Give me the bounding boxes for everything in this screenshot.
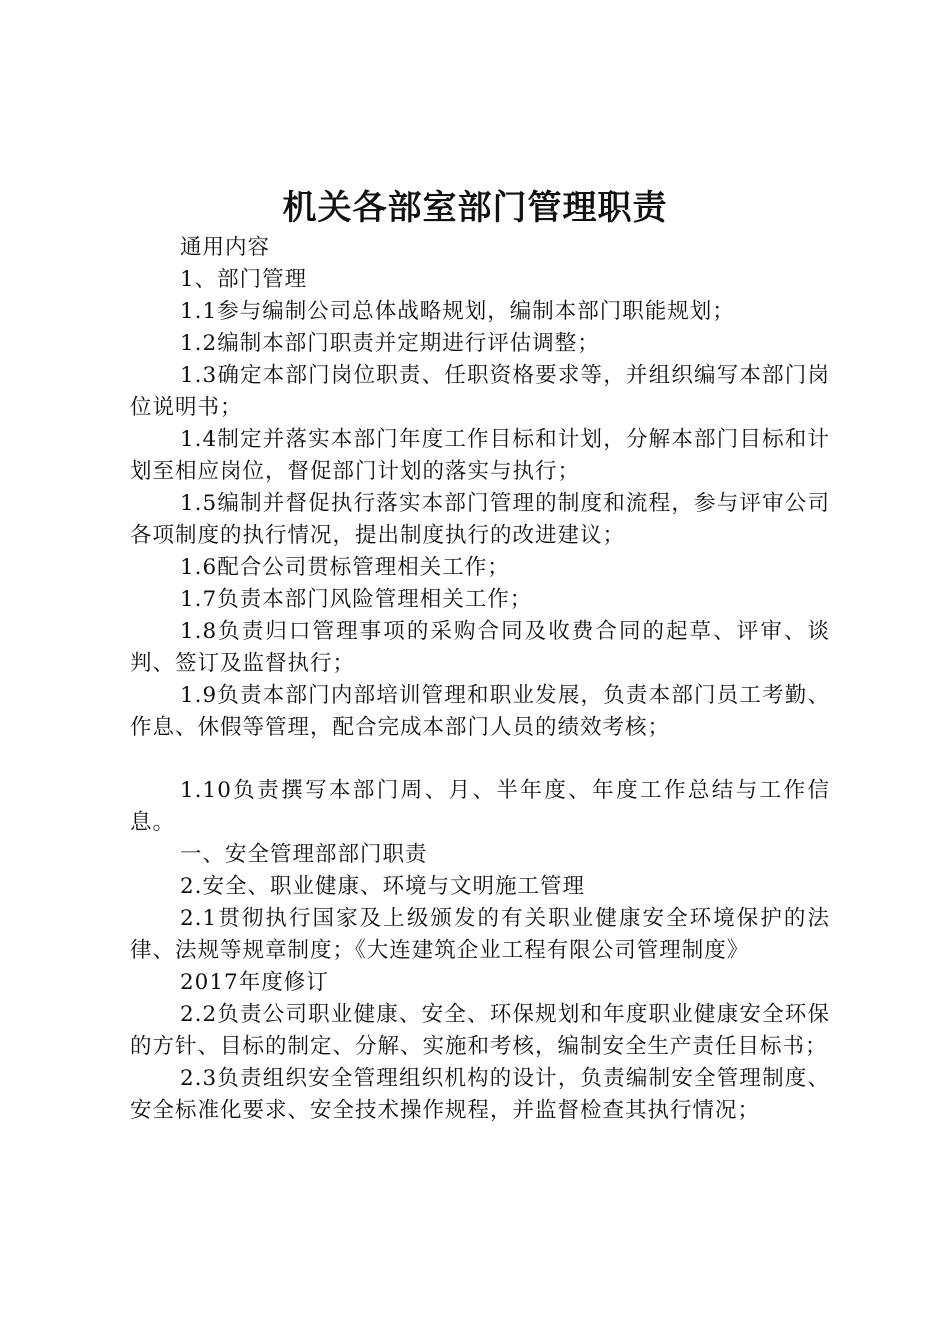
paragraph: 1.5编制并督促执行落实本部门管理的制度和流程，参与评审公司各项制度的执行情况，提出制度执行的改进建议； — [130, 491, 830, 548]
paragraph: 通用内容 — [180, 235, 271, 260]
paragraph: 1.3确定本部门岗位职责、任职资格要求等，并组织编写本部门岗位说明书； — [130, 363, 830, 420]
paragraph: 2.1贯彻执行国家及上级颁发的有关职业健康安全环境保护的法律、法规等规章制度；《大连建筑企业工程有限公司管理制度》 — [130, 906, 830, 963]
paragraph: 1.9负责本部门内部培训管理和职业发展，负责本部门员工考勤、作息、休假等管理，配合完成本部门人员的绩效考核； — [130, 683, 830, 740]
paragraph: 2017年度修订 — [180, 970, 329, 995]
paragraph: 1.10负责撰写本部门周、月、半年度、年度工作总结与工作信息。 — [130, 778, 830, 835]
paragraph: 1.4制定并落实本部门年度工作目标和计划，分解本部门目标和计划至相应岗位，督促部门计划的落实与执行； — [130, 427, 830, 484]
paragraph: 2.2负责公司职业健康、安全、环保规划和年度职业健康安全环保的方针、目标的制定、分解、实施和考核，编制安全生产责任目标书； — [130, 1002, 830, 1059]
paragraph: 1.8负责归口管理事项的采购合同及收费合同的起草、评审、谈判、签订及监督执行； — [130, 619, 830, 676]
section-heading: 1、部门管理 — [180, 267, 308, 292]
paragraph: 1.2编制本部门职责并定期进行评估调整； — [180, 331, 600, 356]
paragraph: 1.7负责本部门风险管理相关工作； — [180, 587, 533, 612]
document-title: 机关各部室部门管理职责 — [282, 188, 668, 228]
section-heading: 一、安全管理部部门职责 — [180, 842, 428, 867]
document-body — [130, 232, 830, 1127]
paragraph: 1.1参与编制公司总体战略规划，编制本部门职能规划； — [180, 299, 735, 324]
section-heading: 2.安全、职业健康、环境与文明施工管理 — [180, 874, 586, 899]
paragraph: 1.6配合公司贯标管理相关工作； — [180, 555, 510, 580]
paragraph: 2.3负责组织安全管理组织机构的设计，负责编制安全管理制度、安全标准化要求、安全技术操作规程，并监督检查其执行情况； — [130, 1066, 830, 1123]
